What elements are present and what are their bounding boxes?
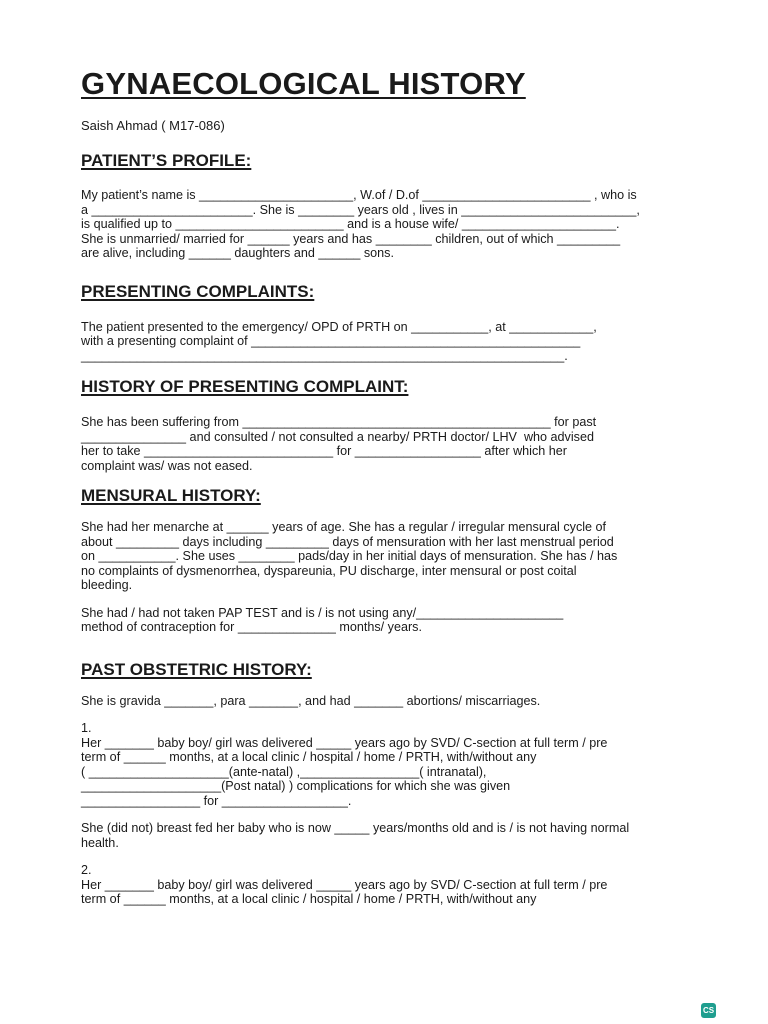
author-line: Saish Ahmad ( M17-086) — [81, 118, 225, 133]
text-line: method of contraception for ______________ months/ years. — [81, 620, 422, 634]
presenting-paragraph — [81, 320, 691, 364]
text-line: health. — [81, 835, 119, 850]
document-page — [81, 66, 691, 907]
text-line: term of ______ months, at a local clinic / hospital / home / PRTH, with/without any — [81, 750, 537, 764]
section-heading-mensural: MENSURAL HISTORY: — [81, 486, 261, 505]
section-heading-obstetric: PAST OBSTETRIC HISTORY: — [81, 659, 312, 679]
document-title: GYNAECOLOGICAL HISTORY — [81, 66, 526, 101]
text-line: She (did not) breast fed her baby who is now _____ years/months old and is / is not having normal — [81, 821, 630, 835]
text-line: Her _______ baby boy/ girl was delivered _____ years ago by SVD/ C-section at full term / pre — [81, 735, 608, 750]
text-line: The patient presented to the emergency/ OPD of PRTH on ___________, at ____________, — [81, 319, 597, 334]
obstetric-case-1 — [81, 721, 691, 808]
text-line: 2. — [81, 863, 92, 877]
text-line: term of ______ months, at a local clinic / hospital / home / PRTH, with/without any — [81, 892, 537, 906]
hpc-paragraph — [81, 415, 691, 473]
text-line: _________________ for __________________. — [81, 793, 352, 808]
text-line: She had / had not taken PAP TEST and is / is not using any/_____________________ — [81, 605, 564, 620]
camscanner-logo-icon: CS — [701, 1003, 716, 1018]
gravida-line: She is gravida _______, para _______, and had _______ abortions/ miscarriages. — [81, 693, 541, 708]
text-line: She has been suffering from ____________________________________________ for past — [81, 415, 597, 429]
text-line: her to take ___________________________ for __________________ after which her — [81, 444, 567, 458]
profile-paragraph — [81, 188, 691, 261]
text-line: Her _______ baby boy/ girl was delivered _____ years ago by SVD/ C-section at full term / pre — [81, 877, 608, 892]
text-line: _____________________________________________________________________. — [81, 348, 568, 363]
text-line: ( ____________________(ante-natal) ,_________________( intranatal), — [81, 764, 487, 779]
breast-feeding-paragraph — [81, 821, 691, 850]
text-line: a _______________________. She is ________ years old , lives in _________________________, — [81, 202, 640, 217]
obstetric-case-2 — [81, 863, 691, 907]
text-line: about _________ days including _________ days of mensuration with her last menstrual period — [81, 534, 614, 549]
text-line: on ___________. She uses ________ pads/day in her initial days of mensuration. She has / has — [81, 549, 618, 563]
text-line: with a presenting complaint of _______________________________________________ — [81, 334, 581, 348]
text-line: My patient’s name is ______________________, W.of / D.of ________________________ , who is — [81, 188, 637, 202]
text-line: 1. — [81, 721, 92, 735]
text-line: bleeding. — [81, 578, 133, 592]
section-heading-profile: PATIENT’S PROFILE: — [81, 151, 252, 170]
contraception-paragraph — [81, 606, 691, 635]
section-heading-presenting: PRESENTING COMPLAINTS: — [81, 281, 315, 301]
text-line: _______________ and consulted / not consulted a nearby/ PRTH doctor/ LHV who advised — [81, 429, 594, 444]
mensural-paragraph — [81, 520, 691, 593]
text-line: are alive, including ______ daughters and ______ sons. — [81, 246, 394, 260]
text-line: no complaints of dysmenorrhea, dyspareunia, PU discharge, inter mensural or post coital — [81, 563, 577, 578]
text-line: She is unmarried/ married for ______ years and has ________ children, out of which _________ — [81, 231, 621, 246]
text-line: is qualified up to ________________________ and is a house wife/ ______________________. — [81, 217, 620, 231]
section-heading-hpc: HISTORY OF PRESENTING COMPLAINT: — [81, 377, 409, 396]
text-line: ____________________(Post natal) ) complications for which she was given — [81, 779, 511, 793]
text-line: She had her menarche at ______ years of age. She has a regular / irregular mensural cycle of — [81, 520, 607, 534]
text-line: complaint was/ was not eased. — [81, 458, 253, 473]
